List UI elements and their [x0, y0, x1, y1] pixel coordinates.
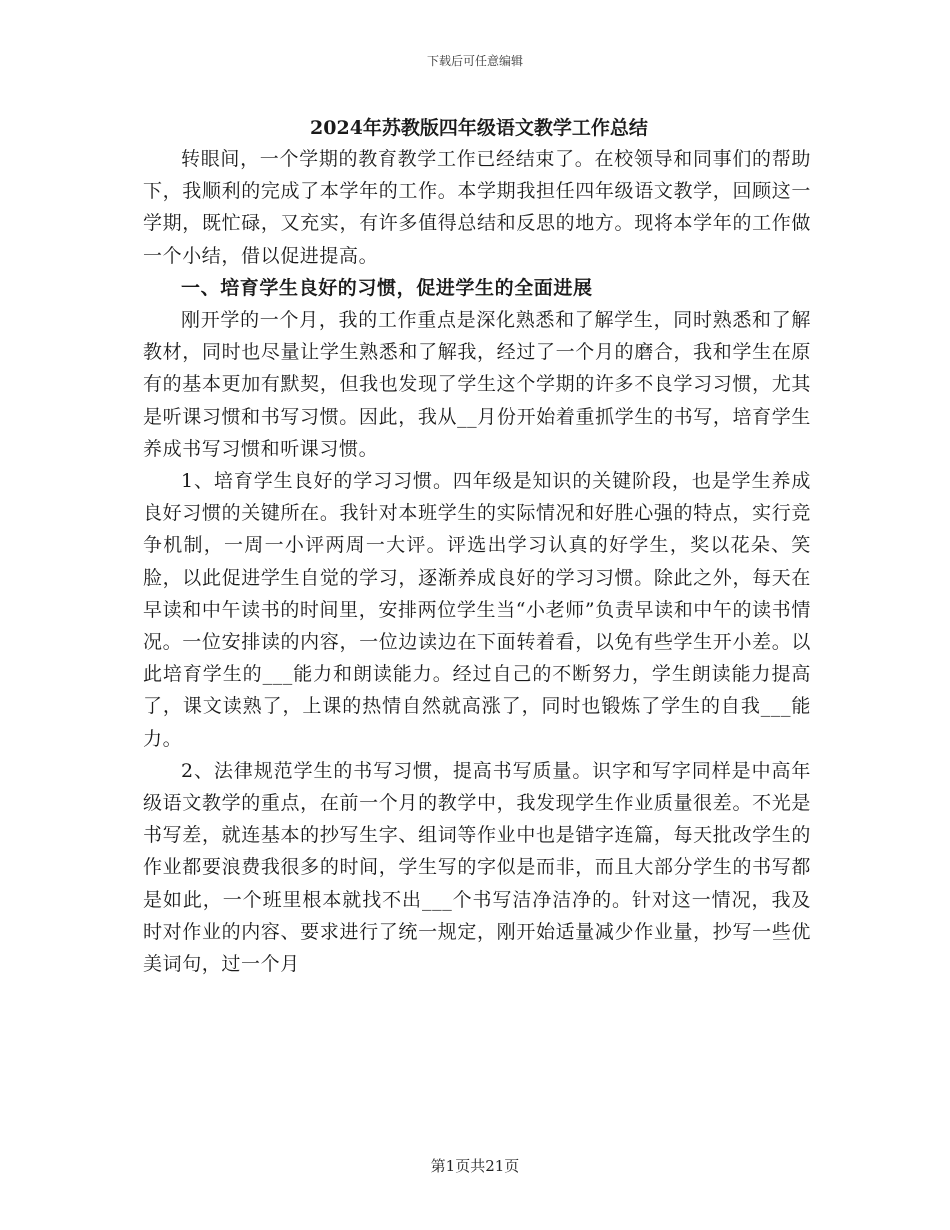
page-header-note: 下载后可任意编辑 — [426, 54, 523, 68]
intro-paragraph: 转眼间，一个学期的教育教学工作已经结束了。在校领导和同事们的帮助下，我顺利的完成了本学年的工作。本学期我担任四年级语文教学，回顾这一学期，既忙碌，又充实，有许多值得总结和反思的地方。现将本学年的工作做一个小结，借以促进提高。 — [143, 148, 811, 267]
section-1-paragraph: 刚开学的一个月，我的工作重点是深化熟悉和了解学生，同时熟悉和了解教材，同时也尽量让学生熟悉和了解我，经过了一个月的磨合，我和学生在原有的基本更加有默契，但我也发现了学生这个学期的许多不良学习习惯，尤其是听课习惯和书写习惯。因此，我从__月份开始着重抓学生的书写，培育学生养成书写习惯和听课习惯。 — [143, 309, 811, 460]
item-1-paragraph: 1、培育学生良好的学习习惯。四年级是知识的关键阶段，也是学生养成良好习惯的关键所在。我针对本班学生的实际情况和好胜心强的特点，实行竞争机制，一周一小评两周一大评。评选出学习认真的好学生，奖以花朵、笑脸，以此促进学生自觉的学习，逐渐养成良好的学习习惯。除此之外，每天在早读和中午读书的时间里，安排两位学生当“小老师”负责早读和中午的读书情况。一位安排读的内容，一位边读边在下面转着看，以免有些学生开小差。以此培育学生的___能力和朗读能力。经过自己的不断努力，学生朗读能力提高了，课文读熟了，上课的热情自然就高涨了，同时也锻炼了学生的自我___能力。 — [143, 470, 811, 750]
item-2-paragraph: 2、法律规范学生的书写习惯，提高书写质量。识字和写字同样是中高年级语文教学的重点，在前一个月的教学中，我发现学生作业质量很差。不光是书写差，就连基本的抄写生字、组词等作业中也是错字连篇，每天批改学生的作业都要浪费我很多的时间，学生写的字似是而非，而且大部分学生的书写都是如此，一个班里根本就找不出___个书写洁净洁净的。针对这一情况，我及时对作业的内容、要求进行了统一规定，刚开始适量减少作业量，抄写一些优美词句，过一个月 — [143, 759, 811, 976]
section-heading-1: 一、培育学生良好的习惯，促进学生的全面进展 — [181, 276, 593, 299]
page-footer-page-number: 第1页共21页 — [430, 1157, 520, 1175]
document-body — [143, 113, 811, 980]
document-title: 2024年苏教版四年级语文教学工作总结 — [310, 117, 648, 139]
